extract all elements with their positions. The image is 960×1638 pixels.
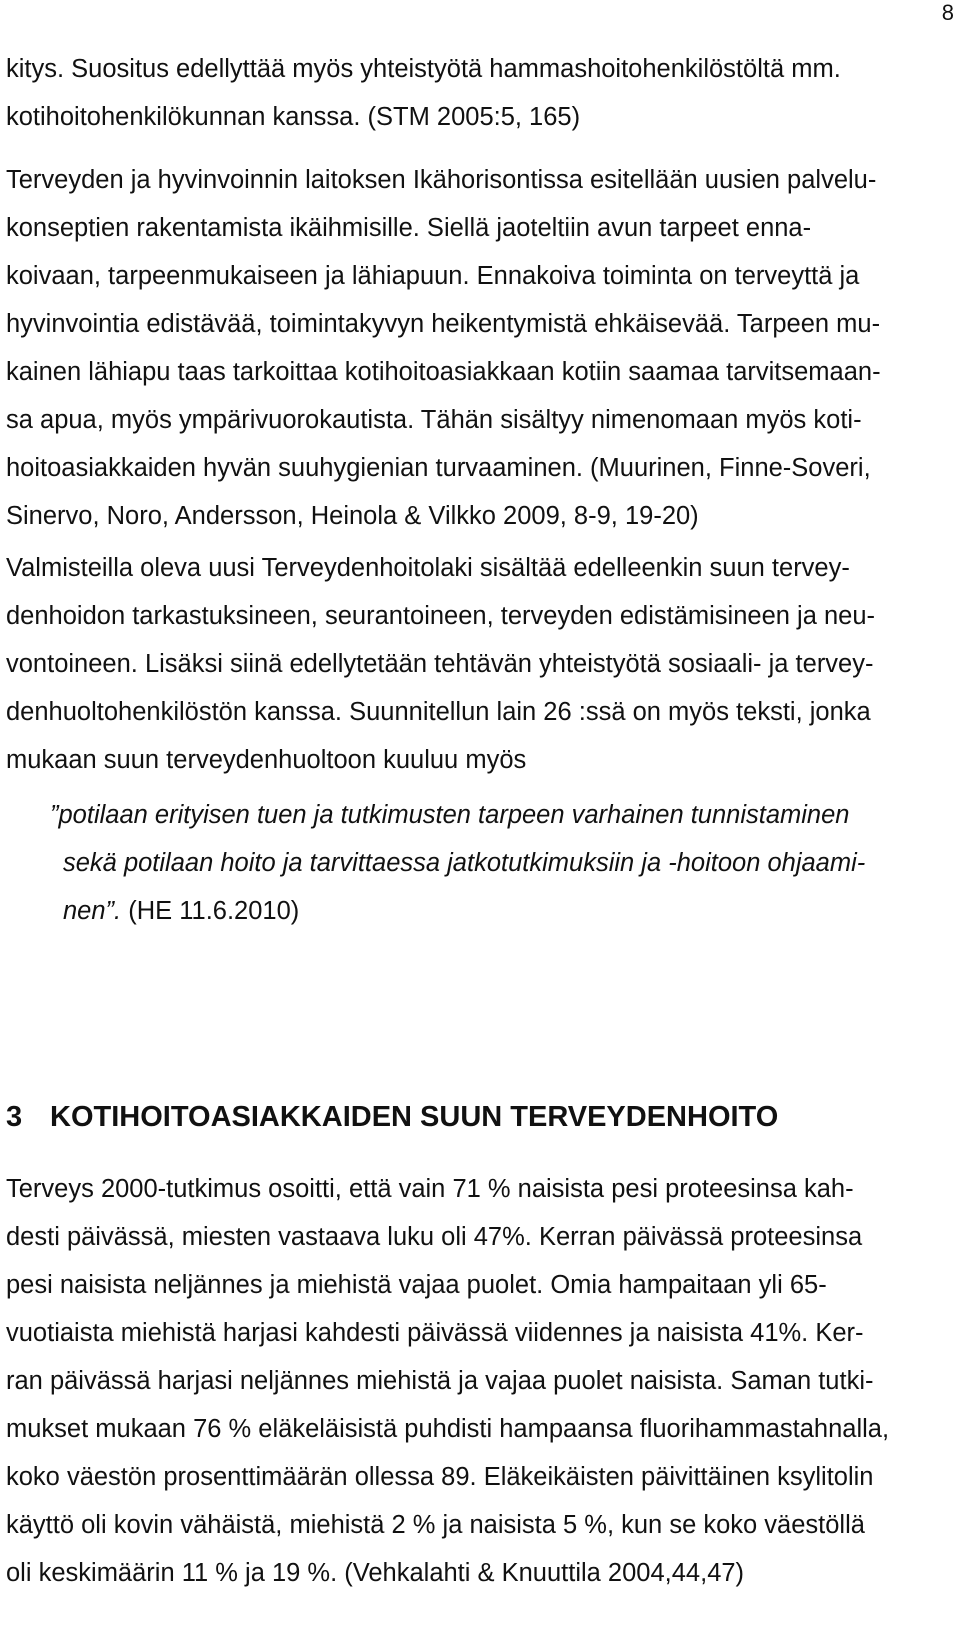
text-line: konseptien rakentamista ikäihmisille. Siellä jaoteltiin avun tarpeet enna- xyxy=(6,214,812,242)
text-line: oli keskimäärin 11 % ja 19 %. (Vehkalahti & Knuuttila 2004,44,47) xyxy=(6,1559,745,1587)
paragraph-4 xyxy=(6,1165,946,1597)
text-line: vuotiaista miehistä harjasi kahdesti päivässä viidennes ja naisista 41%. Ker- xyxy=(6,1319,864,1347)
quote-citation: (HE 11.6.2010) xyxy=(128,897,300,925)
text-line: kitys. Suositus edellyttää myös yhteistyötä hammashoitohenkilöstöltä mm. xyxy=(6,55,841,83)
quote-line xyxy=(50,887,946,935)
text-line: desti päivässä, miesten vastaava luku oli 47%. Kerran päivässä proteesinsa xyxy=(6,1223,863,1251)
block-quote xyxy=(50,791,946,935)
quote-line: sekä potilaan hoito ja tarvittaessa jatkotutkimuksiin ja -hoitoon ohjaami- xyxy=(63,849,866,877)
text-line: kainen lähiapu taas tarkoittaa kotihoitoasiakkaan kotiin saamaa tarvitsemaan- xyxy=(6,358,881,386)
text-line: sa apua, myös ympärivuorokautista. Tähän sisältyy nimenomaan myös koti- xyxy=(6,406,862,434)
text-line: koko väestön prosenttimäärän ollessa 89. Eläkeikäisten päivittäinen ksylitolin xyxy=(6,1463,874,1491)
text-line: Sinervo, Noro, Andersson, Heinola & Vilkko 2009, 8-9, 19-20) xyxy=(6,502,699,530)
text-line: mukset mukaan 76 % eläkeläisistä puhdisti hampaansa fluorihammastahnalla, xyxy=(6,1415,890,1443)
text-line: denhuoltohenkilöstön kanssa. Suunnitellun lain 26 :ssä on myös teksti, jonka xyxy=(6,698,871,726)
text-line: hyvinvointia edistävää, toimintakyvyn heikentymistä ehkäisevää. Tarpeen mu- xyxy=(6,310,881,338)
text-line: käyttö oli kovin vähäistä, miehistä 2 % ja naisista 5 %, kun se koko väestöllä xyxy=(6,1511,865,1539)
text-line: pesi naisista neljännes ja miehistä vajaa puolet. Omia hampaitaan yli 65- xyxy=(6,1271,827,1299)
paragraph-1 xyxy=(6,45,946,141)
section-title: KOTIHOITOASIAKKAIDEN SUUN TERVEYDENHOITO xyxy=(50,1101,779,1133)
text-line: hoitoasiakkaiden hyvän suuhygienian turvaaminen. (Muurinen, Finne-Soveri, xyxy=(6,454,871,482)
text-line: mukaan suun terveydenhuoltoon kuuluu myös xyxy=(6,746,527,774)
page-number: 8 xyxy=(941,0,954,25)
paragraph-3 xyxy=(6,544,946,784)
text-line: kotihoitohenkilökunnan kanssa. (STM 2005:5, 165) xyxy=(6,103,581,131)
section-heading xyxy=(6,1093,778,1141)
text-line: denhoidon tarkastuksineen, seurantoineen, terveyden edistämisineen ja neu- xyxy=(6,602,875,630)
text-line: koivaan, tarpeenmukaiseen ja lähiapuun. Ennakoiva toiminta on terveyttä ja xyxy=(6,262,860,290)
section-number: 3 xyxy=(6,1101,23,1133)
text-line: Terveys 2000-tutkimus osoitti, että vain 71 % naisista pesi proteesinsa kah- xyxy=(6,1175,854,1203)
text-line: Valmisteilla oleva uusi Terveydenhoitolaki sisältää edelleenkin suun tervey- xyxy=(6,554,850,582)
quote-end: nen”. xyxy=(63,897,122,925)
paragraph-2 xyxy=(6,156,946,540)
text-line: Terveyden ja hyvinvoinnin laitoksen Ikähorisontissa esitellään uusien palvelu- xyxy=(6,166,877,194)
text-line: vontoineen. Lisäksi siinä edellytetään tehtävän yhteistyötä sosiaali- ja tervey- xyxy=(6,650,874,678)
text-line: ran päivässä harjasi neljännes miehistä ja vajaa puolet naisista. Saman tutki- xyxy=(6,1367,874,1395)
quote-line: ”potilaan erityisen tuen ja tutkimusten tarpeen varhainen tunnistaminen xyxy=(50,801,850,829)
